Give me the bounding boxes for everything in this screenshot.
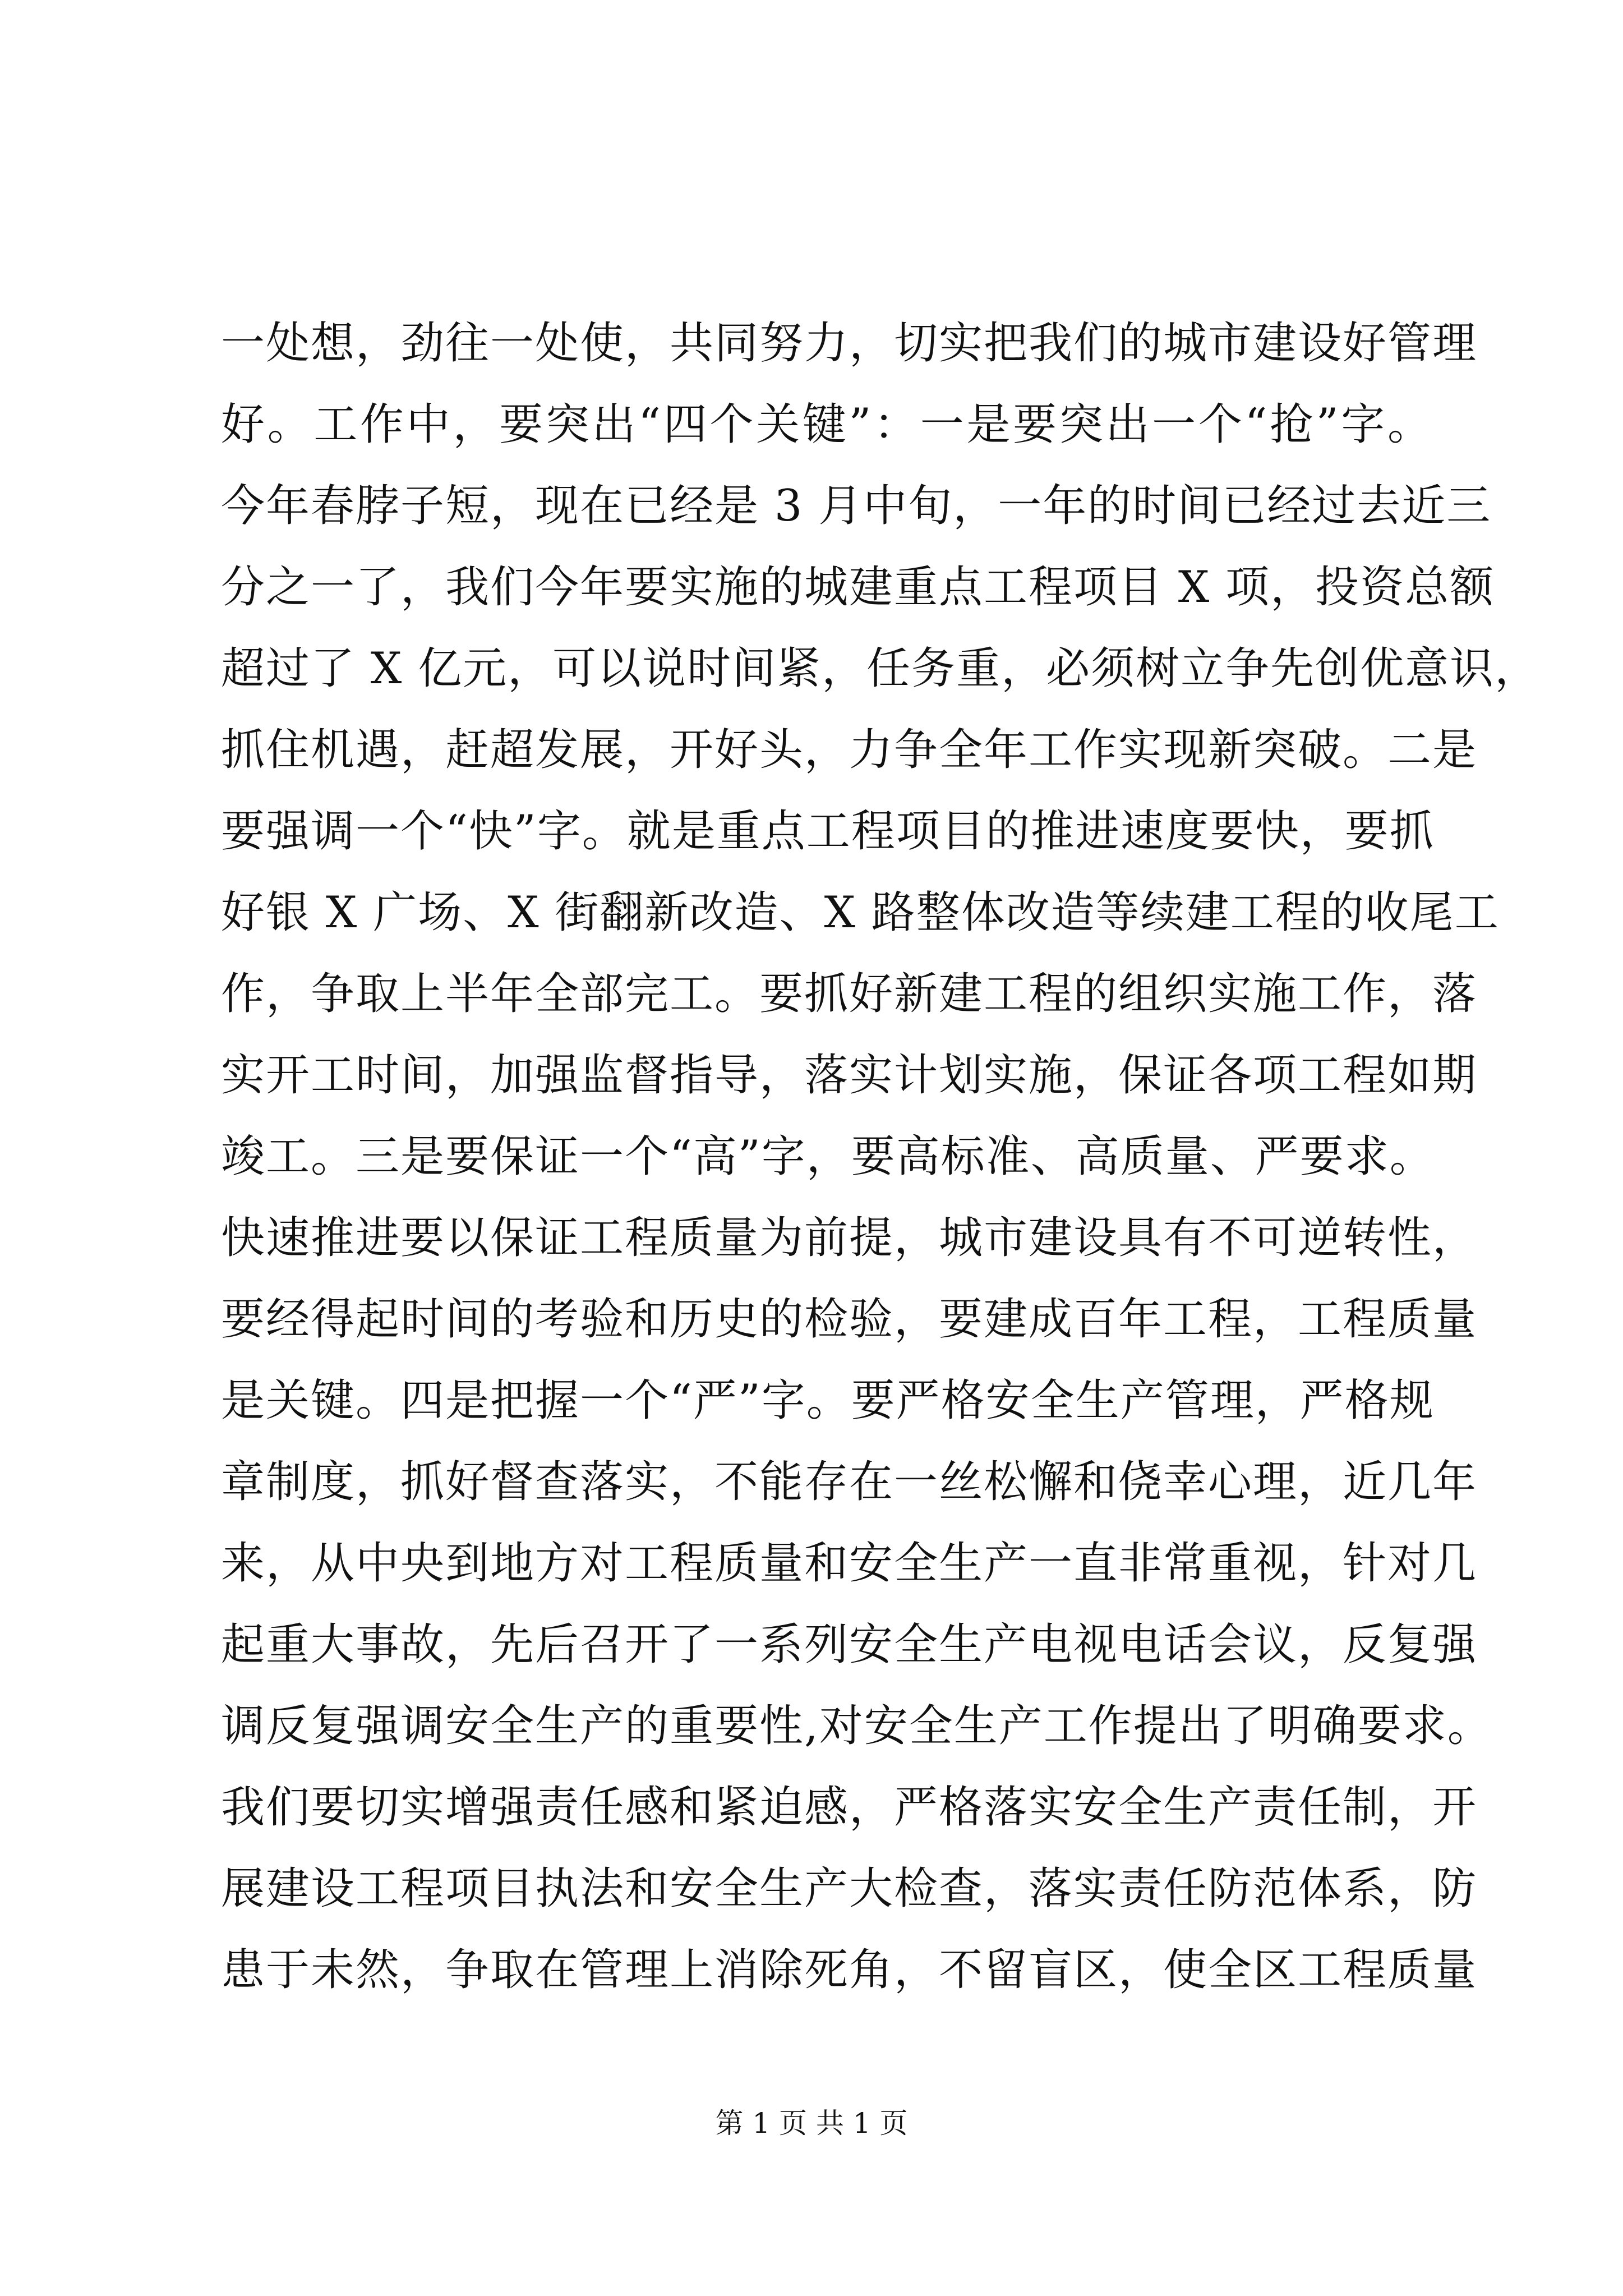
text-line: 我们要切实增强责任感和紧迫感，严格落实安全生产责任制，开 — [221, 1782, 1478, 1833]
text-line: 调反复强调安全生产的重要性,对安全生产工作提出了明确要求。 — [221, 1701, 1492, 1751]
text-line: 好。工作中，要突出“四个关键”：一是要突出一个“抢”字。 — [221, 399, 1432, 450]
text-line: 抓住机遇，赶超发展，开好头，力争全年工作实现新突破。二是 — [221, 725, 1478, 775]
text-line: 来，从中央到地方对工程质量和安全生产一直非常重视，针对几 — [221, 1538, 1478, 1589]
text-line: 快速推进要以保证工程质量为前提，城市建设具有不可逆转性， — [221, 1213, 1478, 1263]
text-line: 章制度，抓好督查落实，不能存在一丝松懈和侥幸心理，近几年 — [221, 1457, 1478, 1507]
text-line: 分之一了，我们今年要实施的城建重点工程项目 X 项，投资总额 — [221, 562, 1495, 613]
text-line: 是关键。四是把握一个“严”字。要严格安全生产管理，严格规 — [221, 1375, 1435, 1426]
text-line: 超过了 X 亿元，可以说时间紧，任务重，必须树立争先创优意识， — [221, 643, 1540, 694]
text-line: 一处想，劲往一处使，共同努力，切实把我们的城市建设好管理 — [221, 318, 1478, 369]
text-line: 好银 X 广场、X 街翻新改造、X 路整体改造等续建工程的收尾工 — [221, 887, 1500, 938]
text-line: 要强调一个“快”字。就是重点工程项目的推进速度要快，要抓 — [221, 806, 1435, 857]
text-line: 竣工。三是要保证一个“高”字，要高标准、高质量、严要求。 — [221, 1131, 1435, 1182]
text-line: 实开工时间，加强监督指导，落实计划实施，保证各项工程如期 — [221, 1050, 1478, 1101]
text-line: 今年春脖子短，现在已经是 3 月中旬，一年的时间已经过去近三 — [221, 481, 1492, 531]
text-line: 作，争取上半年全部完工。要抓好新建工程的组织实施工作，落 — [221, 969, 1478, 1019]
body-paragraph — [221, 303, 1540, 2011]
text-line: 患于未然，争取在管理上消除死角，不留盲区，使全区工程质量 — [221, 1945, 1478, 1995]
page-footer: 第 1 页 共 1 页 — [715, 2107, 908, 2139]
text-line: 展建设工程项目执法和安全生产大检查，落实责任防范体系，防 — [221, 1864, 1478, 1914]
text-line: 起重大事故，先后召开了一系列安全生产电视电话会议，反复强 — [221, 1619, 1478, 1670]
text-line: 要经得起时间的考验和历史的检验，要建成百年工程，工程质量 — [221, 1294, 1478, 1345]
